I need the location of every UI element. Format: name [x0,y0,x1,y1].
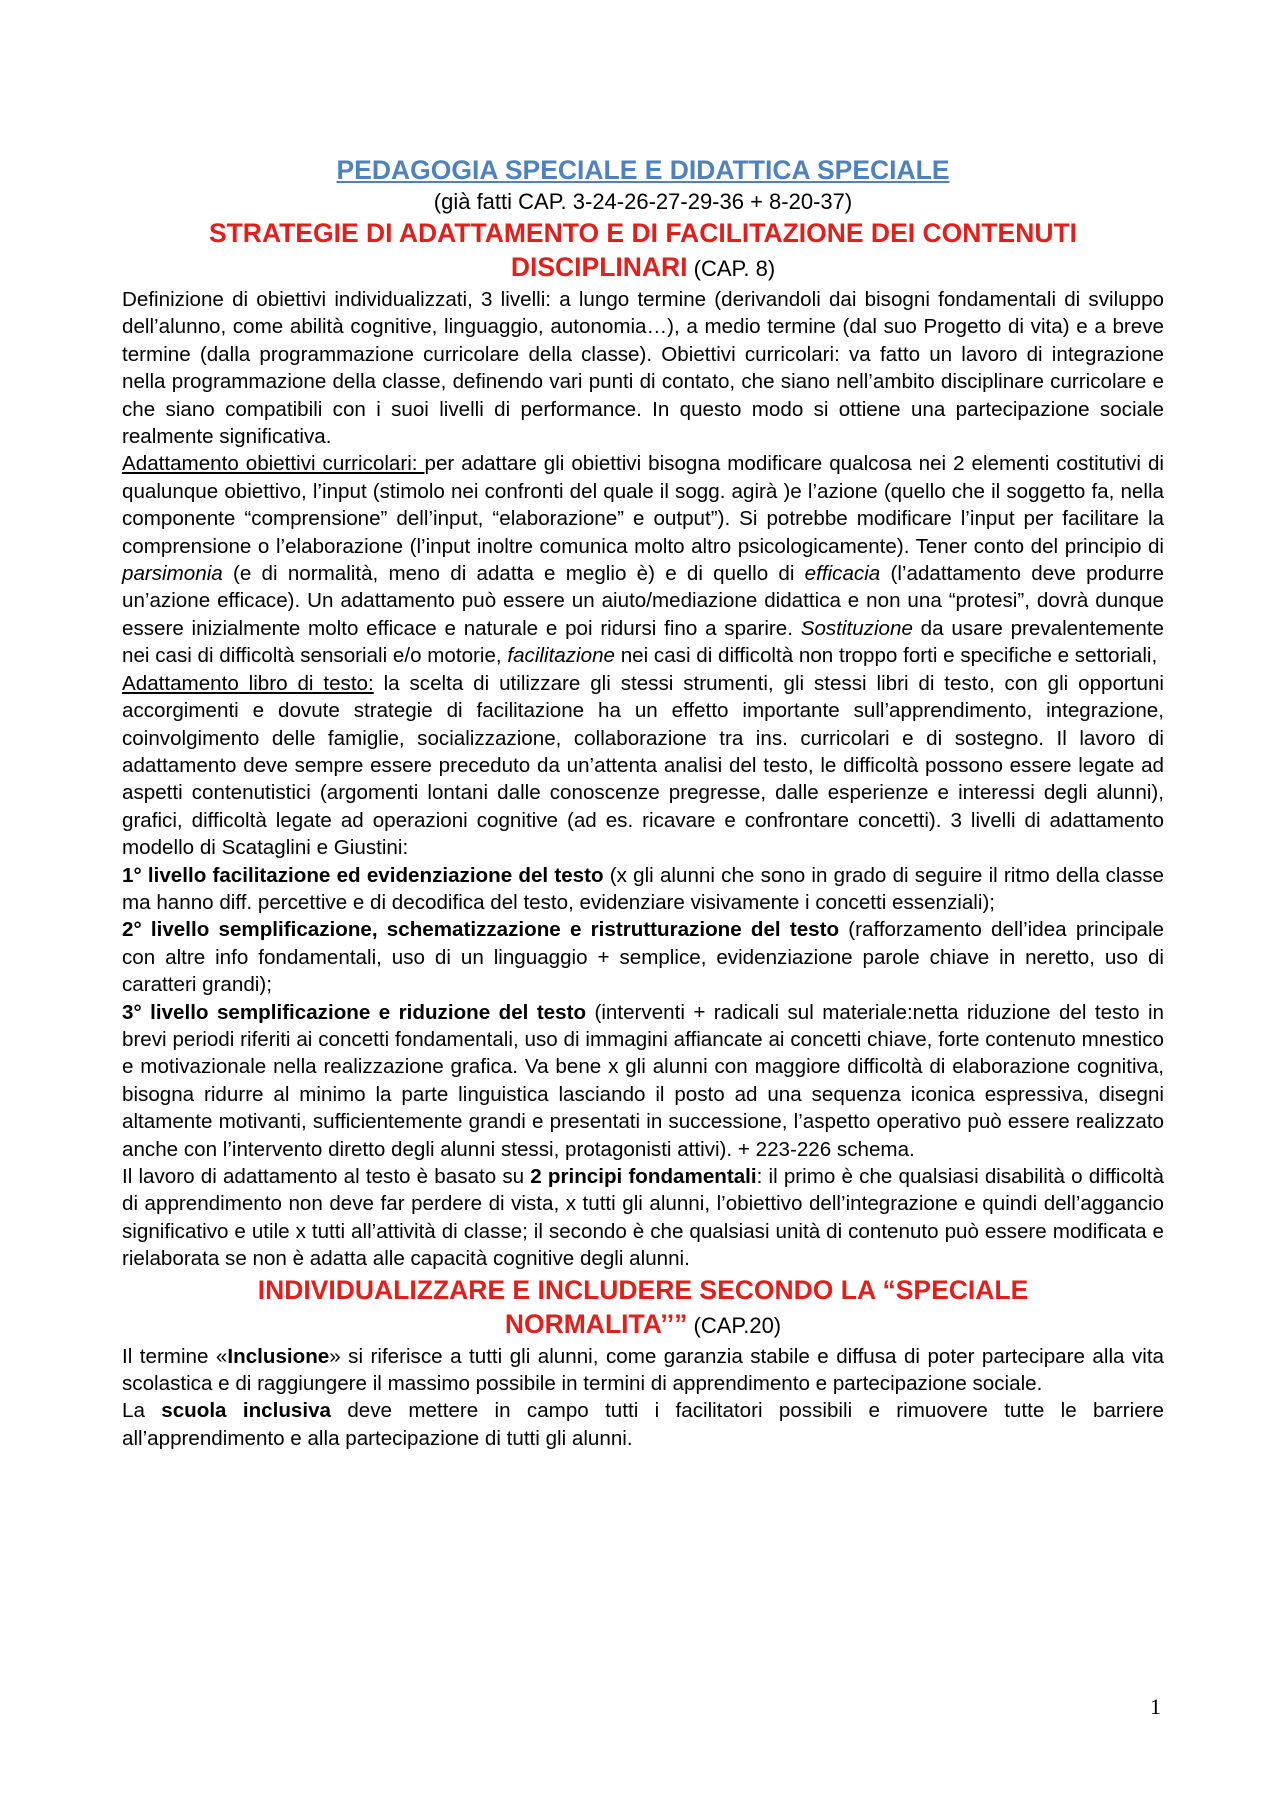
paragraph-label: Adattamento obiettivi curricolari: [122,452,425,476]
paragraph-scuola-inclusiva: La scuola inclusiva deve mettere in campo tutti i facilitatori possibili e rimuovere tutte le barriere all’apprendimento e alla partecipazione di tutti gli alunni. [122,1399,1164,1450]
level-title: 2° livello semplificazione, schematizzazione e ristrutturazione del testo [122,918,840,942]
section-heading-line1: STRATEGIE DI ADATTAMENTO E DI FACILITAZIONE DEI CONTENUTI [208,218,1078,248]
paragraph-livello-2: 2° livello semplificazione, schematizzazione e ristrutturazione del testo (rafforzamento dell’idea principale con altre info fondamentali, uso di un linguaggio + semplice, evidenziazione parole chiave in neretto, uso di caratteri grandi); [122,918,1164,997]
page-content [122,152,1164,1452]
level-title: 1° livello facilitazione ed evidenziazione del testo [122,863,604,887]
paragraph-label: Adattamento libro di testo: [122,671,374,695]
term-sostituzione: Sostituzione [800,616,913,640]
paragraph-livello-1: 1° livello facilitazione ed evidenziazione del testo (x gli alunni che sono in grado di seguire il ritmo della classe ma hanno diff. percettive e di decodifica del testo, evidenziare visivamente i concetti essenziali); [122,863,1165,914]
section-heading-line1: INDIVIDUALIZZARE E INCLUDERE SECONDO LA “SPECIALE [257,1274,1029,1305]
term-efficacia: efficacia [804,562,881,586]
term-facilitazione: facilitazione [507,644,615,668]
paragraph-adattamento-libro: Adattamento libro di testo: la scelta di utilizzare gli stessi strumenti, gli stessi libri di testo, con gli opportuni accorgimenti e dovute strategie di facilitazione ha un effetto importante sull’apprendimento, integrazione, coinvolgimento delle famiglie, socializzazione, collaborazione tra ins. curricolari e di sostegno. Il lavoro di adattamento deve sempre essere preceduto da un’attenta analisi del testo, le difficoltà possono essere legate ad aspetti contenutistici (argomenti lontani dalle conoscenze pregresse, dalle esperienze e interessi degli alunni), grafici, difficoltà legate ad operazioni cognitive (ad es. ricavare e confrontare concetti). 3 livelli di adattamento modello di Scataglini e Giustini: [122,671,1164,860]
paragraph-inclusione: Il termine «Inclusione» si riferisce a tutti gli alunni, come garanzia stabile e diffusa di poter partecipare alla vita scolastica e di raggiungere il massimo possibile in termini di apprendimento e partecipazione sociale. [122,1344,1164,1396]
section-chapter-ref: (CAP.20) [687,1312,782,1338]
section-heading-individualizzare [122,1273,1164,1343]
page-number: 1 [1150,1694,1161,1719]
section-heading-strategie [122,216,1164,286]
term-inclusione: Inclusione [227,1344,330,1368]
term-scuola-inclusiva: scuola inclusiva [161,1399,331,1423]
level-title: 3° livello semplificazione e riduzione del testo [122,1000,587,1024]
paragraph-livello-3: 3° livello semplificazione e riduzione del testo (interventi + radicali sul materiale:netta riduzione del testo in brevi periodi riferiti ai concetti fondamentali, uso di immagini affiancate ai concetti chiave, forte contenuto mnestico e motivazionale nella realizzazione grafica. Va bene x gli alunni con maggiore difficoltà di elaborazione cognitiva, bisogna ridurre al minimo la parte linguistica lasciando il posto ad una sequenza iconica espressiva, disegni altamente motivanti, sufficientemente grandi e presentati in successione, l’aspetto operativo può essere realizzato anche con l’intervento diretto degli alunni stessi, protagonisti attivi). + 223-226 schema. [122,1000,1164,1161]
document-subtitle: (già fatti CAP. 3-24-26-27-29-36 + 8-20-37) [433,189,853,214]
paragraph-adattamento-obiettivi: Adattamento obiettivi curricolari: per adattare gli obiettivi bisogna modificare qualcosa nei 2 elementi costitutivi di qualunque obiettivo, l’input (stimolo nei confronti del quale il sogg. agirà )e l’azione (quello che il soggetto fa, nella componente “comprensione” dell’input, “elaborazione” e output”). Si potrebbe modificare l’input per facilitare la comprensione o l’elaborazione (l’input inoltre comunica molto altro psicologicamente). Tener conto del principio di parsimonia (e di normalità, meno di adatta e meglio è) e di quello di efficacia (l’adattamento deve produrre un’azione efficace). Un adattamento può essere un aiuto/mediazione didattica e non una “protesi”, dovrà dunque essere inizialmente molto efficace e naturale e poi ridursi fino a sparire. Sostituzione da usare prevalentemente nei casi di difficoltà sensoriali e/o motorie, facilitazione nei casi di difficoltà non troppo forti e specifiche e settoriali, [122,452,1164,668]
section-heading-line2: NORMALITA’’” [504,1308,688,1339]
paragraph-obiettivi: Definizione di obiettivi individualizzati, 3 livelli: a lungo termine (derivandoli dai bisogni fondamentali di sviluppo dell’alunno, come abilità cognitive, linguaggio, autonomia…), a medio termine (dal suo Progetto di vita) e a breve termine (dalla programmazione curricolare della classe). Obiettivi curricolari: va fatto un lavoro di integrazione nella programmazione della classe, definendo vari punti di contato, che siano nell’ambito disciplinare curricolare e che siano compatibili con i suoi livelli di performance. In questo modo si ottiene una partecipazione sociale realmente significativa. [122,288,1164,449]
paragraph-principi: Il lavoro di adattamento al testo è basato su 2 principi fondamentali: il primo è che qualsiasi disabilità o difficoltà di apprendimento non deve far perdere di vista, x tutti gli alunni, l’obiettivo dell’integrazione e quindi dell’aggancio significativo e utile x tutti all’attività di classe; il secondo è che qualsiasi unità di contenuto può essere modificata e rielaborata se non è adatta alle capacità cognitive degli alunni. [122,1165,1164,1271]
document-title: PEDAGOGIA SPECIALE E DIDATTICA SPECIALE [336,155,950,185]
section-chapter-ref: (CAP. 8) [687,256,776,281]
section-heading-line2: DISCIPLINARI [510,252,688,282]
term-parsimonia: parsimonia [122,562,223,586]
term-principi: 2 principi fondamentali [530,1165,757,1188]
